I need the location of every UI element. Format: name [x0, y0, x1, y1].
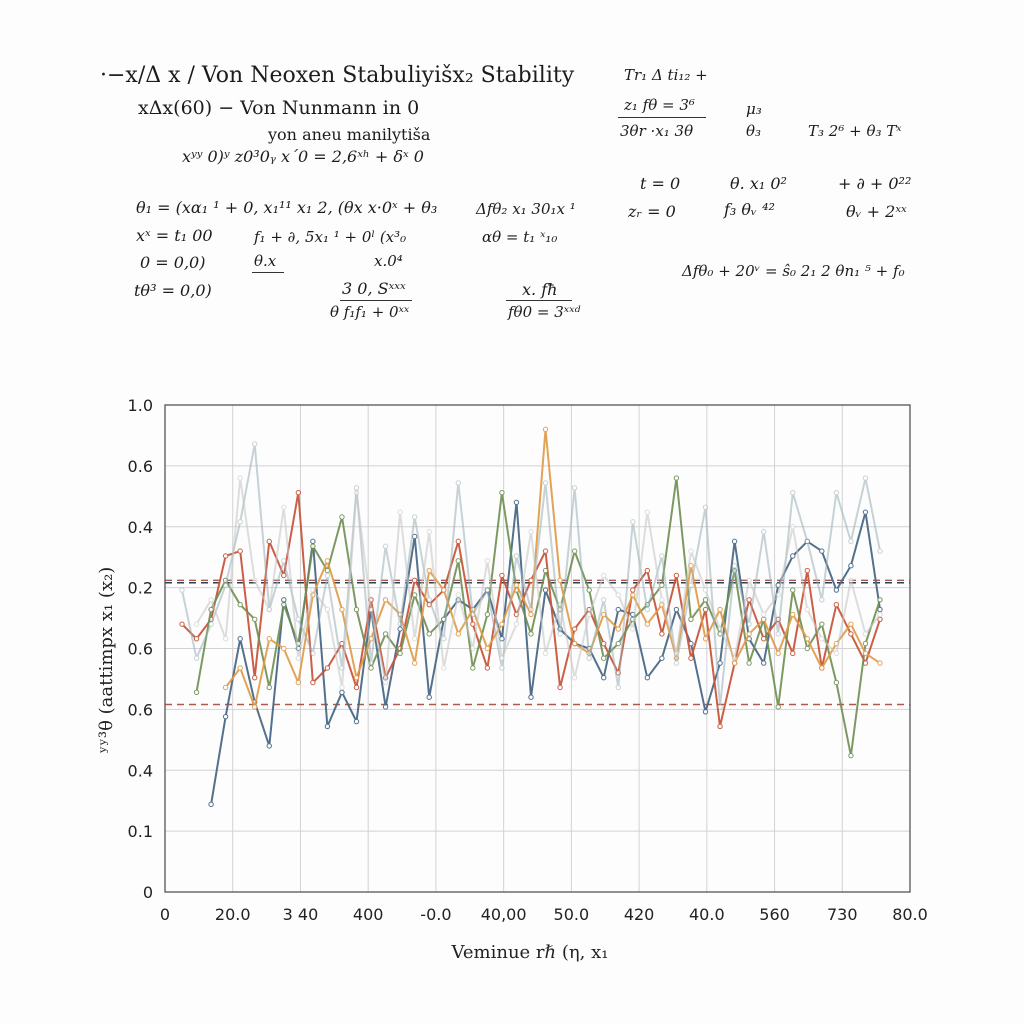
data-point	[747, 578, 751, 582]
data-point	[311, 539, 315, 543]
data-point	[456, 559, 460, 563]
equation-line-8: tθ³ = 0,0)	[134, 281, 212, 300]
data-point	[543, 568, 547, 572]
data-point	[296, 656, 300, 660]
data-point	[311, 680, 315, 684]
data-point	[732, 539, 736, 543]
equation-top-right-4: μ₃	[746, 100, 762, 118]
data-point	[267, 539, 271, 543]
data-point	[209, 607, 213, 611]
data-point	[820, 637, 824, 641]
equation-top-right-1: Tr₁ Δ ti₁₂ +	[624, 66, 708, 84]
data-point	[325, 666, 329, 670]
data-point	[616, 641, 620, 645]
data-point	[427, 632, 431, 636]
y-tick-label: 1.0	[127, 396, 153, 415]
data-point	[354, 719, 358, 723]
data-point	[718, 705, 722, 709]
data-point	[529, 632, 533, 636]
data-point	[805, 607, 809, 611]
data-point	[383, 544, 387, 548]
data-point	[834, 602, 838, 606]
data-point	[703, 588, 707, 592]
x-tick-label: 560	[759, 905, 790, 924]
data-point	[442, 637, 446, 641]
data-point	[805, 568, 809, 572]
equation-top-right-8: θ. x₁ 0²	[730, 174, 787, 193]
data-point	[223, 637, 227, 641]
data-point	[456, 539, 460, 543]
data-point	[398, 510, 402, 514]
data-point	[703, 505, 707, 509]
data-point	[834, 490, 838, 494]
data-point	[180, 588, 184, 592]
x-tick-label: 0	[159, 905, 171, 924]
data-point	[354, 685, 358, 689]
data-point	[776, 651, 780, 655]
data-point	[602, 641, 606, 645]
data-point	[660, 598, 664, 602]
data-point	[340, 690, 344, 694]
data-point	[238, 602, 242, 606]
data-point	[689, 549, 693, 553]
y-tick-label: 0.6	[127, 700, 153, 720]
data-point	[820, 622, 824, 626]
data-point	[703, 637, 707, 641]
data-point	[761, 661, 765, 665]
data-point	[761, 529, 765, 533]
data-point	[194, 637, 198, 641]
x-tick-label: 80.0	[892, 905, 928, 924]
data-point	[529, 695, 533, 699]
data-point	[863, 510, 867, 514]
data-point	[456, 632, 460, 636]
data-point	[398, 622, 402, 626]
data-point	[209, 622, 213, 626]
equation-line-4: xʸʸ 0)ʸ z0³0ᵧ x´0 = 2,6ˣʰ + δˣ 0	[182, 147, 424, 166]
data-point	[485, 612, 489, 616]
equation-top-right-7: t = 0	[640, 174, 681, 193]
y-tick-label: 0.1	[127, 822, 153, 842]
data-point	[529, 607, 533, 611]
data-point	[718, 627, 722, 631]
data-point	[776, 705, 780, 709]
data-point	[689, 583, 693, 587]
data-point	[194, 656, 198, 660]
data-point	[587, 612, 591, 616]
data-point	[311, 588, 315, 592]
data-point	[529, 578, 533, 582]
data-point	[223, 714, 227, 718]
data-point	[834, 588, 838, 592]
data-point	[878, 661, 882, 665]
data-point	[412, 515, 416, 519]
data-point	[863, 476, 867, 480]
data-point	[209, 598, 213, 602]
data-point	[543, 588, 547, 592]
data-point	[791, 612, 795, 616]
data-point	[660, 656, 664, 660]
data-point	[253, 705, 257, 709]
data-point	[543, 651, 547, 655]
data-point	[878, 549, 882, 553]
data-point	[718, 607, 722, 611]
data-point	[340, 607, 344, 611]
data-point	[412, 593, 416, 597]
x-axis-ticks	[160, 905, 928, 924]
data-point	[383, 632, 387, 636]
data-point	[442, 588, 446, 592]
equation-mid-1: f₁ + ∂, 5x₁ ¹ + 0ˡ (x³₀	[254, 228, 407, 246]
equation-line-5: θ₁ = (xα₁ ¹ + 0, x₁¹¹ x₁ 2, (θx x·0ˣ + θ₃	[136, 198, 438, 217]
x-axis-label: Veminue rℏ (η, x₁	[451, 942, 609, 963]
data-point	[253, 442, 257, 446]
data-point	[572, 641, 576, 645]
equation-line-7: 0 = 0,0)	[140, 253, 206, 272]
data-point	[325, 573, 329, 577]
y-tick-label: 0.2	[127, 578, 153, 598]
data-point	[587, 588, 591, 592]
data-point	[529, 612, 533, 616]
data-point	[660, 632, 664, 636]
data-point	[238, 520, 242, 524]
data-point	[631, 593, 635, 597]
data-point	[354, 676, 358, 680]
data-point	[282, 559, 286, 563]
equation-mid-2: θ.x	[254, 252, 277, 270]
data-point	[500, 490, 504, 494]
data-point	[776, 593, 780, 597]
equation-line-2: xΔx(60) − Von Nunmann in 0	[138, 97, 420, 119]
data-point	[369, 661, 373, 665]
data-point	[849, 539, 853, 543]
data-point	[282, 602, 286, 606]
data-point	[369, 666, 373, 670]
data-point	[791, 490, 795, 494]
data-point	[253, 676, 257, 680]
data-point	[732, 564, 736, 568]
data-point	[354, 490, 358, 494]
data-point	[514, 554, 518, 558]
data-point	[718, 724, 722, 728]
data-point	[631, 520, 635, 524]
data-point	[572, 627, 576, 631]
data-point	[674, 573, 678, 577]
series-line	[182, 444, 880, 707]
equation-top-right-5: θ₃	[746, 122, 762, 140]
data-point	[689, 617, 693, 621]
data-point	[674, 661, 678, 665]
data-point	[834, 680, 838, 684]
equation-top-right-12: θᵥ + 2ˣˣ	[846, 202, 907, 221]
data-point	[703, 607, 707, 611]
data-point	[325, 607, 329, 611]
equation-line-6: xˣ = t₁ 00	[136, 226, 213, 245]
x-tick-label: 400	[352, 905, 384, 924]
x-tick-label: 730	[826, 905, 858, 924]
data-point	[572, 486, 576, 490]
equation-title: ·−x/Δ x / Von Neoxen Stabuliyišx₂ Stability	[100, 63, 575, 88]
data-point	[340, 685, 344, 689]
data-point	[427, 695, 431, 699]
data-point	[645, 676, 649, 680]
data-point	[354, 607, 358, 611]
equation-right-4: fθ0 = 3ˣˣᵈ	[508, 303, 581, 321]
y-tick-label: 0.6	[127, 456, 153, 476]
data-point	[849, 753, 853, 757]
data-point	[616, 627, 620, 631]
data-point	[558, 632, 562, 636]
x-tick-label: 420	[623, 905, 655, 924]
data-point	[427, 529, 431, 533]
data-point	[412, 661, 416, 665]
data-point	[791, 588, 795, 592]
data-point	[267, 685, 271, 689]
data-point	[805, 637, 809, 641]
data-point	[587, 656, 591, 660]
data-point	[761, 637, 765, 641]
data-point	[558, 578, 562, 582]
equation-top-right-3: 3θr ·x₁ 3θ	[620, 122, 694, 140]
data-point	[209, 802, 213, 806]
data-point	[485, 666, 489, 670]
data-point	[383, 598, 387, 602]
data-point	[747, 632, 751, 636]
data-point	[238, 666, 242, 670]
data-point	[471, 666, 475, 670]
data-point	[849, 622, 853, 626]
data-point	[645, 607, 649, 611]
data-point	[543, 427, 547, 431]
data-point	[500, 622, 504, 626]
data-point	[849, 578, 853, 582]
data-point	[878, 612, 882, 616]
data-point	[427, 598, 431, 602]
x-tick-label: -0.0	[420, 905, 452, 924]
data-point	[442, 666, 446, 670]
data-point	[383, 705, 387, 709]
data-point	[689, 656, 693, 660]
data-point	[253, 617, 257, 621]
data-point	[238, 549, 242, 553]
data-point	[369, 607, 373, 611]
data-point	[282, 505, 286, 509]
data-point	[398, 651, 402, 655]
equation-mid-5: θ f₁f₁ + 0ˣˣ	[330, 303, 410, 321]
data-point	[471, 612, 475, 616]
data-point	[660, 554, 664, 558]
data-point	[514, 622, 518, 626]
data-point	[238, 476, 242, 480]
equation-top-right-6: T₃ 2⁶ + θ₃ Tˣ	[808, 122, 902, 140]
data-point	[602, 676, 606, 680]
equation-line-3: yon aneu manilytiša	[268, 125, 431, 144]
data-point	[645, 510, 649, 514]
data-point	[732, 661, 736, 665]
data-point	[398, 627, 402, 631]
data-point	[820, 549, 824, 553]
y-axis-label: ʸʸ³θ (aattimpx x₁ (x₂)	[96, 566, 117, 754]
equation-right-2: αθ = t₁ ˣ₁₀	[482, 228, 558, 246]
equation-top-right-13: Δfθ₀ + 20ᵛ = ŝ₀ 2₁ 2 θn₁ ⁵ + f₀	[682, 262, 905, 280]
x-tick-label: 50.0	[553, 905, 590, 924]
data-point	[805, 539, 809, 543]
data-point	[703, 710, 707, 714]
data-point	[834, 651, 838, 655]
data-point	[238, 637, 242, 641]
data-point	[849, 564, 853, 568]
equation-top-right-2: z₁ fθ = 3⁶	[624, 96, 695, 114]
data-point	[732, 656, 736, 660]
data-point	[354, 486, 358, 490]
data-point	[602, 598, 606, 602]
x-tick-label: 3 40	[282, 905, 319, 924]
data-point	[863, 632, 867, 636]
x-tick-label: 40,00	[480, 905, 527, 924]
data-point	[456, 481, 460, 485]
data-point	[485, 588, 489, 592]
equation-right-1: Δfθ₂ x₁ 30₁x ¹	[476, 200, 576, 218]
data-point	[267, 744, 271, 748]
data-point	[296, 617, 300, 621]
x-tick-label: 40.0	[689, 905, 725, 924]
data-point	[878, 607, 882, 611]
data-point	[500, 637, 504, 641]
data-point	[325, 559, 329, 563]
equation-mid-4: x.0⁴	[374, 252, 403, 270]
data-point	[747, 622, 751, 626]
data-point	[471, 646, 475, 650]
data-point	[282, 573, 286, 577]
data-point	[223, 554, 227, 558]
data-point	[674, 651, 678, 655]
data-point	[761, 612, 765, 616]
data-point	[485, 559, 489, 563]
data-point	[791, 651, 795, 655]
data-point	[412, 578, 416, 582]
data-point	[543, 481, 547, 485]
data-point	[267, 607, 271, 611]
data-point	[514, 500, 518, 504]
data-point	[602, 573, 606, 577]
data-point	[820, 598, 824, 602]
data-point	[820, 666, 824, 670]
data-point	[485, 646, 489, 650]
y-tick-label: 0.4	[127, 761, 153, 781]
data-point	[282, 646, 286, 650]
data-point	[616, 607, 620, 611]
data-point	[616, 685, 620, 689]
data-point	[572, 676, 576, 680]
data-point	[194, 690, 198, 694]
data-point	[529, 529, 533, 533]
data-point	[282, 598, 286, 602]
data-point	[761, 617, 765, 621]
y-tick-label: 0.4	[127, 517, 153, 537]
data-point	[194, 622, 198, 626]
data-point	[645, 622, 649, 626]
series-group	[180, 427, 882, 806]
data-point	[805, 646, 809, 650]
data-point	[558, 685, 562, 689]
data-point	[863, 651, 867, 655]
data-point	[311, 544, 315, 548]
data-point	[849, 632, 853, 636]
data-point	[543, 549, 547, 553]
data-point	[500, 666, 504, 670]
equation-top-right-9: + ∂ + 0²²	[838, 174, 912, 193]
data-point	[674, 607, 678, 611]
data-point	[253, 578, 257, 582]
data-point	[791, 554, 795, 558]
y-axis-ticks	[128, 396, 153, 902]
y-tick-label: 0	[142, 883, 153, 902]
data-point	[674, 476, 678, 480]
data-point	[311, 651, 315, 655]
data-point	[631, 588, 635, 592]
data-point	[456, 593, 460, 597]
data-point	[747, 598, 751, 602]
data-point	[500, 573, 504, 577]
data-point	[631, 627, 635, 631]
data-point	[340, 515, 344, 519]
equation-mid-3: 3 0, Sˣˣˣ	[342, 279, 406, 298]
data-point	[572, 549, 576, 553]
data-point	[718, 661, 722, 665]
data-point	[180, 622, 184, 626]
x-tick-label: 20.0	[214, 905, 251, 924]
data-point	[558, 602, 562, 606]
data-point	[383, 680, 387, 684]
data-point	[863, 641, 867, 645]
data-point	[471, 622, 475, 626]
data-point	[500, 656, 504, 660]
data-point	[267, 637, 271, 641]
data-point	[791, 525, 795, 529]
data-point	[325, 724, 329, 728]
data-point	[514, 583, 518, 587]
data-point	[412, 637, 416, 641]
data-point	[747, 661, 751, 665]
data-point	[296, 680, 300, 684]
data-point	[427, 568, 431, 572]
data-point	[645, 568, 649, 572]
y-tick-label: 0.6	[127, 639, 153, 659]
data-point	[223, 685, 227, 689]
data-point	[223, 583, 227, 587]
data-point	[776, 632, 780, 636]
data-point	[296, 490, 300, 494]
data-point	[602, 656, 606, 660]
equation-right-3: x. fħ	[522, 280, 558, 299]
data-point	[703, 598, 707, 602]
data-point	[878, 598, 882, 602]
equation-top-right-10: zᵣ = 0	[628, 202, 676, 221]
data-point	[616, 593, 620, 597]
equation-top-right-11: f₃ θᵥ ⁴²	[724, 200, 775, 219]
